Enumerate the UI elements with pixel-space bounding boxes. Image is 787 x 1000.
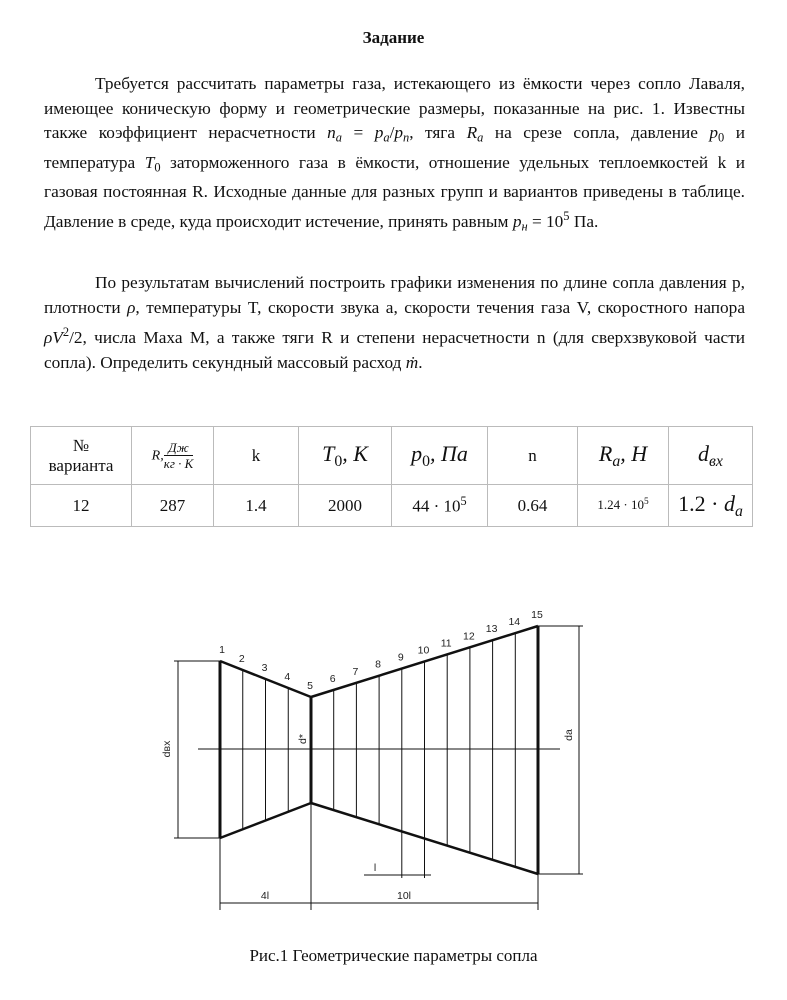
- section-number-4: 4: [284, 671, 291, 683]
- t0-symbol: T: [322, 440, 335, 466]
- text-fragment: , числа Маха M, а также тяги R и степени нерасчетности n (для сверхзвуковой части сопла). Определить секундный массовый расход: [44, 328, 745, 372]
- dvx-symbol: d: [698, 440, 710, 466]
- ra-symbol: R: [598, 440, 613, 466]
- dvx-sub: вх: [709, 452, 723, 470]
- text-fragment: = 10: [527, 212, 564, 232]
- t0-sub: 0: [334, 452, 343, 470]
- cell-n: 0.64: [488, 485, 578, 527]
- header-r-symbol: R,: [151, 448, 164, 464]
- document-title: Задание: [362, 28, 425, 47]
- math-fragment: a: [477, 130, 484, 145]
- section-number-5: 5: [307, 680, 313, 692]
- header-r-unit-num: Дж: [164, 440, 194, 456]
- header-variant-line2: варианта: [48, 455, 114, 475]
- text-fragment: /2: [69, 328, 83, 348]
- math-fragment: p: [512, 212, 522, 232]
- text-fragment: Требуется рассчитать параметры газа, истекающего из ёмкости через сопло Лаваля, имеющее коническую форму и геометрические размеры, показанные на рис. 1. Известны также коэффициент нерасчетности: [44, 74, 745, 143]
- section-number-6: 6: [329, 672, 336, 685]
- p0-exp: 5: [460, 494, 467, 509]
- cell-variant: 12: [31, 485, 132, 527]
- text-fragment: Па.: [569, 212, 599, 232]
- p0-unit: , Па: [430, 440, 468, 466]
- math-fragment: p: [374, 123, 384, 143]
- cell-k: 1.4: [214, 485, 299, 527]
- text-fragment: =: [341, 123, 375, 143]
- text-fragment: заторможенного газа в ёмкости, отношение удельных теплоемкостей k и газовая постоянная R. Исходные данные для разных групп и вариантов приведены в таблице. Давление в среде, куда происходит истечение, принять равным: [44, 152, 745, 232]
- math-fragment: 2: [62, 325, 70, 340]
- figure-caption: Рис.1 Геометрические параметры сопла: [249, 946, 538, 965]
- p0-symbol: p: [411, 440, 423, 466]
- section-number-9: 9: [397, 651, 404, 664]
- section-number-2: 2: [238, 653, 245, 665]
- cell-t0: 2000: [299, 485, 392, 527]
- throat-diameter-label: d*: [297, 734, 309, 744]
- section-number-15: 15: [531, 609, 543, 621]
- section-number-8: 8: [375, 658, 382, 671]
- math-fragment: n: [403, 130, 410, 145]
- text-fragment: /: [389, 123, 395, 143]
- section-number-14: 14: [508, 616, 521, 629]
- math-fragment: н: [521, 220, 528, 235]
- section-number-11: 11: [440, 637, 452, 650]
- p0-value: 44 · 10: [412, 496, 461, 516]
- ra-value: 1.24 · 10: [597, 497, 644, 513]
- t0-unit: , K: [342, 440, 368, 466]
- math-fragment: ρV: [44, 328, 63, 348]
- text-fragment: .: [418, 352, 423, 372]
- section-number-12: 12: [463, 630, 475, 643]
- step-length-label: l: [373, 862, 377, 874]
- math-fragment: p: [709, 123, 719, 143]
- header-variant-line1: №: [72, 435, 90, 455]
- text-fragment: , температуры T, скорости звука a, скорости течения газа V, скоростного напора: [135, 297, 745, 317]
- section-number-3: 3: [261, 662, 268, 674]
- section-number-7: 7: [352, 665, 359, 678]
- inlet-diameter-label: dвх: [161, 740, 173, 758]
- header-k: k: [214, 427, 299, 485]
- text-fragment: , тяга: [409, 123, 467, 143]
- text-fragment: на срезе сопла, давление: [483, 123, 710, 143]
- ra-sub: a: [612, 452, 621, 470]
- text-fragment: и температура: [44, 123, 745, 172]
- p0-sub: 0: [422, 452, 431, 470]
- section-number-1: 1: [219, 644, 225, 656]
- converging-length-label: 4l: [260, 890, 270, 902]
- math-fragment: R: [466, 123, 478, 143]
- math-fragment: 5: [563, 209, 570, 224]
- math-fragment: ρ: [127, 297, 136, 317]
- math-fragment: a: [335, 130, 342, 145]
- math-fragment: T: [144, 152, 155, 172]
- math-fragment: p: [394, 123, 404, 143]
- ra-unit: , H: [620, 440, 648, 466]
- header-n: n: [488, 427, 578, 485]
- cell-r: 287: [132, 485, 214, 527]
- ra-exp: 5: [643, 497, 649, 508]
- section-number-13: 13: [485, 623, 498, 636]
- dvx-value-sub: a: [734, 502, 743, 520]
- math-fragment: 0: [154, 160, 161, 175]
- math-fragment: 0: [718, 130, 725, 145]
- header-r-unit-den: кг · K: [163, 456, 194, 471]
- diverging-length-label: 10l: [396, 890, 412, 902]
- dvx-value: 1.2 ·: [678, 490, 724, 516]
- math-fragment: a: [383, 130, 390, 145]
- section-number-10: 10: [417, 644, 430, 657]
- exit-diameter-label: dа: [563, 729, 575, 741]
- dvx-d: d: [723, 490, 735, 516]
- math-fragment: n: [327, 123, 336, 143]
- text-fragment: По результатам вычислений построить графики изменения по длине сопла давления p, плотности: [44, 273, 745, 317]
- math-fragment: ṁ: [405, 352, 419, 372]
